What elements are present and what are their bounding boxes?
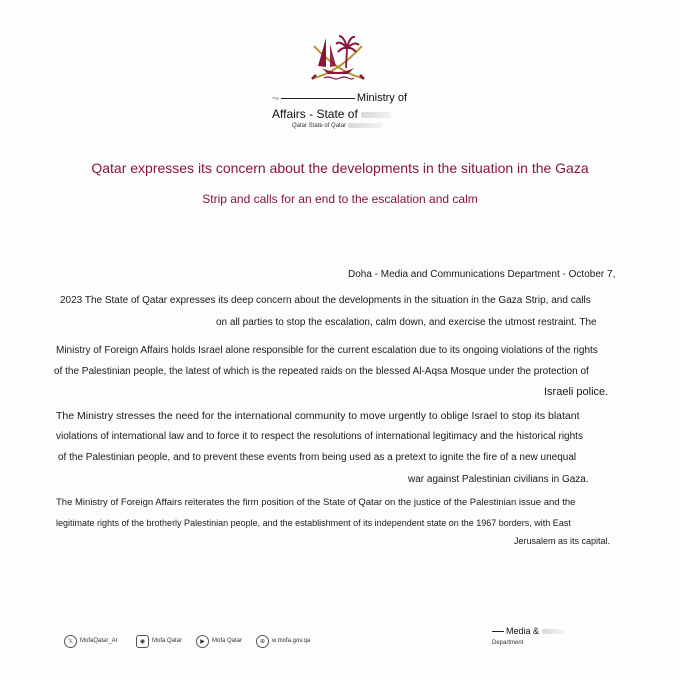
header-line3-text: Qatar State of Qatar — [292, 123, 347, 130]
statement-title-line1: Qatar expresses its concern about the developments in the situation in the Gaza — [91, 160, 589, 176]
footer-underline — [492, 631, 504, 632]
ministry-header-line1 — [272, 92, 407, 104]
twitter-icon: 𝕏 — [64, 635, 77, 648]
paragraph-4-line-1: The Ministry of Foreign Affairs reiterates the firm position of the State of Qatar on the justice of the Palestinian issue and the — [56, 497, 576, 508]
paragraph-3-line-4: war against Palestinian civilians in Gaza. — [408, 474, 589, 485]
header-prefix: The — [272, 95, 279, 101]
qatar-emblem-icon — [308, 28, 368, 88]
paragraph-3-line-1: The Ministry stresses the need for the international community to move urgently to oblige Israel to stop its blatant — [56, 410, 580, 422]
footer-instagram[interactable] — [136, 634, 182, 648]
twitter-handle: MofaQatar_Ar — [80, 638, 118, 644]
paragraph-1-line-2: on all parties to stop the escalation, calm down, and exercise the utmost restraint. The — [216, 317, 597, 328]
paragraph-2-line-1: Ministry of Foreign Affairs holds Israel alone responsible for the current escalation due to its ongoing violations of the rights — [56, 345, 598, 356]
footer-youtube[interactable] — [196, 634, 242, 648]
paragraph-4-line-3: Jerusalem as its capital. — [514, 536, 611, 546]
paragraph-3-line-2: violations of international law and to force it to respect the resolutions of international legitimacy and the historical rights — [56, 431, 583, 442]
instagram-handle: Mofa.Qatar — [152, 638, 183, 644]
web-icon: ⊕ — [256, 635, 269, 648]
paragraph-4-line-2: legitimate rights of the brotherly Palestinian people, and the establishment of its independent state on the 1967 borders, with East — [56, 518, 571, 528]
footer-department-line1 — [490, 626, 564, 636]
ministry-header-line3 — [292, 123, 382, 129]
footer-media-text: Media & — [506, 626, 540, 636]
redacted-text — [542, 629, 564, 634]
website-url: w.mofa.gov.qa — [272, 638, 311, 644]
header-line1-text: Ministry of — [356, 92, 408, 104]
dateline: Doha - Media and Communications Department - October 7, — [348, 269, 616, 280]
paragraph-1-line-1: 2023 The State of Qatar expresses its deep concern about the developments in the situation in the Gaza Strip, and calls — [60, 295, 591, 306]
redacted-text — [348, 123, 382, 128]
instagram-icon: ◉ — [136, 635, 149, 648]
ministry-header-line2 — [272, 107, 391, 121]
paragraph-2-line-2: of the Palestinian people, the latest of which is the repeated raids on the blessed Al-Aqsa Mosque under the protection of — [54, 366, 589, 377]
statement-title-line2: Strip and calls for an end to the escalation and calm — [202, 192, 478, 206]
youtube-handle: Mofa Qatar — [212, 638, 243, 644]
youtube-icon: ▶ — [196, 635, 209, 648]
redacted-text — [361, 112, 391, 118]
footer-department-line2: Department — [492, 640, 524, 646]
header-underline — [281, 98, 355, 99]
paragraph-2-line-3: Israeli police. — [544, 386, 609, 398]
footer-website[interactable] — [256, 634, 310, 648]
paragraph-3-line-3: of the Palestinian people, and to prevent these events from being used as a pretext to ignite the fire of a new unequal — [58, 452, 577, 463]
footer-twitter[interactable] — [64, 634, 118, 648]
header-line2-text: Affairs - State of — [272, 107, 358, 121]
